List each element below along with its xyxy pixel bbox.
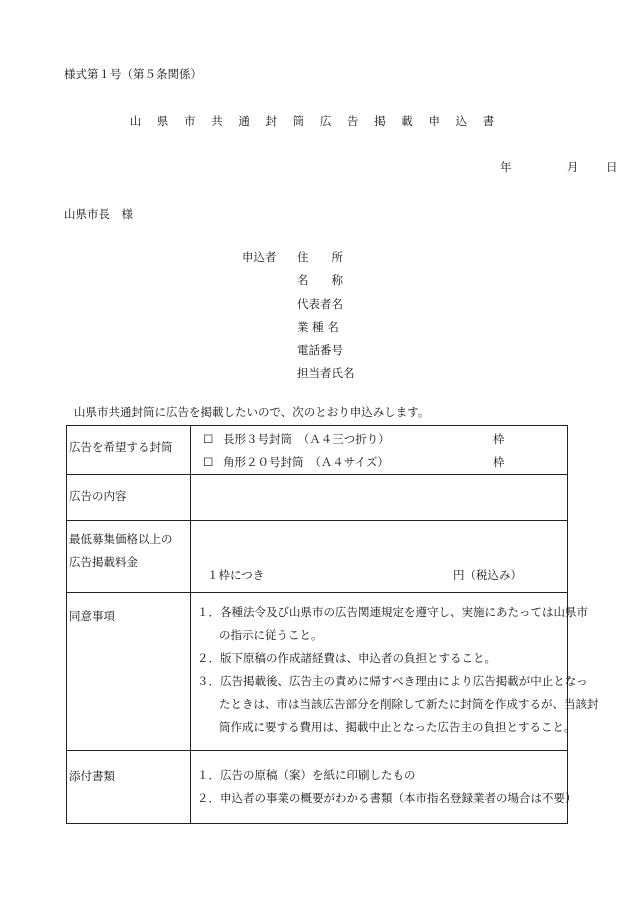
attachments-label: 添付書類 — [67, 751, 191, 824]
application-table — [66, 425, 599, 824]
fee-yen-unit: 円（税込み） — [453, 568, 522, 582]
consent-item-2: ２．版下原稿の作成諸経費は、申込者の負担とすること。 — [197, 651, 496, 665]
envelope-option-name: 長形３号封筒 （Ａ４三つ折り） — [223, 432, 390, 446]
attachment-item-1: １．広告の原稿（案）を紙に印刷したもの — [197, 768, 416, 782]
consent-items — [191, 593, 599, 751]
fee-label-line1: 最低募集価格以上の — [69, 532, 173, 546]
envelope-option-name: 角形２０号封筒 （Ａ４サイズ） — [223, 455, 389, 469]
field-contact-person: 担当者氏名 — [297, 366, 355, 380]
fee-per-frame: １枠につき — [207, 568, 265, 582]
addressee: 山県市長 様 — [64, 207, 133, 221]
checkbox-icon[interactable]: ☐ — [203, 455, 214, 469]
attachments-items — [191, 751, 577, 824]
envelope-option-unit: 枠 — [493, 455, 505, 469]
envelope-options — [191, 426, 568, 475]
envelope-option-long3[interactable] — [203, 428, 561, 451]
date-year: 年 — [500, 160, 512, 174]
consent-item-3-line1: ３．広告掲載後、広告主の責めに帰すべき理由により広告掲載が中止となっ — [197, 674, 588, 688]
attachment-item-2: ２．申込者の事業の概要がわかる書類（本市指名登録業者の場合は不要） — [197, 791, 577, 805]
field-industry: 業 種 名 — [297, 320, 339, 334]
row-content — [67, 475, 568, 521]
content-field[interactable] — [191, 475, 568, 521]
fee-field[interactable] — [191, 521, 568, 593]
envelope-option-kaku20[interactable] — [203, 451, 561, 474]
consent-item-3-line2: たときは、市は当該広告部分を削除して新たに封筒を作成するが、当該封 — [219, 697, 599, 711]
intro-text: 山県市共通封筒に広告を掲載したいので、次のとおり申込みします。 — [74, 405, 430, 419]
date-month: 月 — [566, 160, 579, 174]
row-fee — [67, 521, 568, 593]
content-label: 広告の内容 — [67, 475, 191, 521]
row-envelope — [67, 426, 568, 475]
applicant-label: 申込者 — [242, 250, 277, 264]
envelope-option-unit: 枠 — [493, 432, 505, 446]
page-title: 山 県 市 共 通 封 筒 広 告 掲 載 申 込 書 — [129, 114, 501, 128]
date-day: 日 — [605, 160, 618, 174]
consent-item-1-line2: の指示に従うこと。 — [219, 628, 323, 642]
field-representative: 代表者名 — [297, 297, 343, 311]
consent-label: 同意事項 — [67, 593, 191, 751]
field-address: 住 所 — [297, 250, 343, 264]
fee-label — [67, 521, 191, 593]
form-number: 様式第１号（第５条関係） — [64, 67, 202, 81]
row-consent — [67, 593, 568, 751]
checkbox-icon[interactable]: ☐ — [203, 432, 214, 446]
row-attachments — [67, 751, 568, 824]
date-row — [500, 159, 617, 175]
envelope-label: 広告を希望する封筒 — [67, 426, 191, 475]
field-name: 名 称 — [297, 273, 343, 287]
fee-label-line2: 広告掲載料金 — [69, 555, 138, 569]
consent-item-3-line3: 筒作成に要する費用は、掲載中止となった広告主の負担とすること。 — [219, 720, 576, 734]
field-phone: 電話番号 — [297, 343, 343, 357]
consent-item-1-line1: １．各種法令及び山県市の広告関連規定を遵守し、実施にあたっては山県市 — [197, 605, 588, 619]
